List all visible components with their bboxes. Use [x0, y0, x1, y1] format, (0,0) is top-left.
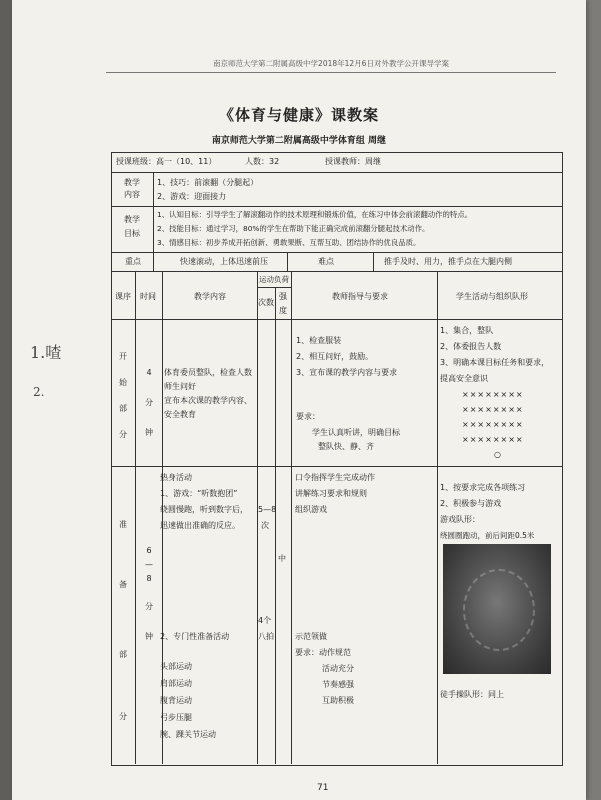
section-order-char: 始: [119, 378, 127, 387]
opening-guidance: 学生认真听讲，明确目标: [312, 428, 400, 437]
section-order-char: 部: [119, 650, 127, 659]
warmup-student: 绕圆圈跑动，前后间距0.5米: [440, 531, 535, 540]
formation-photo: [443, 544, 551, 674]
warmup-student: 游戏队形：: [440, 515, 480, 524]
opening-student: 1、集合，整队: [440, 326, 494, 335]
opening-guidance: 1、检查服装: [296, 336, 342, 345]
opening-content: 宣布本次课的教学内容、: [164, 396, 252, 405]
formation-row: ××××××××: [462, 390, 524, 399]
warmup-content: 1、游戏：“听数抱团”: [160, 489, 238, 498]
content-label: 教学: [124, 178, 140, 187]
opening-guidance: 2、相互问好，鼓励。: [296, 352, 374, 361]
section-time-char: 6: [146, 546, 152, 555]
handwritten-note: 2.: [33, 385, 45, 399]
content-label-2: 内容: [124, 190, 140, 199]
opening-guidance: 3、宣布课的教学内容与要求: [296, 368, 398, 377]
document-page: [12, 0, 586, 800]
warmup-student: 1、按要求完成各项练习: [440, 483, 526, 492]
content-item: 2、游戏：迎面接力: [157, 192, 227, 201]
section-time-char: 分: [145, 398, 153, 407]
formation-row: ××××××××: [462, 435, 524, 444]
goal-item: 1、认知目标：引导学生了解滚翻动作的技术原理和锻炼价值，在练习中体会前滚翻动作的特点。: [157, 210, 473, 219]
header-student: 学生活动与组织队形: [456, 292, 528, 301]
warmup-content: 热身活动: [160, 473, 192, 482]
warmup-student: 2、积极参与游戏: [440, 499, 502, 508]
page-number: 71: [317, 783, 329, 793]
difficulty-label: 难点: [318, 257, 334, 266]
opening-student: 提高安全意识: [440, 374, 488, 383]
warmup-exercise: 头部运动: [160, 662, 192, 671]
key-label: 重点: [125, 257, 141, 266]
formation-row: ××××××××: [462, 405, 524, 414]
section-time-char: 钟: [145, 632, 153, 641]
header-time: 时间: [140, 292, 156, 301]
header-intensity-2: 度: [279, 306, 287, 315]
warmup-exercise: 腹背运动: [160, 696, 192, 705]
formation-row: ××××××××: [462, 420, 524, 429]
header-load: 运动负荷: [259, 275, 289, 284]
warmup-times: 5—8: [258, 505, 277, 514]
section-time-char: 分: [145, 602, 153, 611]
warmup-content: 2、专门性准备活动: [160, 632, 230, 641]
opening-guidance: 要求：: [296, 412, 320, 421]
key-text: 快速滚动，上体迅速前压: [180, 257, 268, 266]
warmup-guidance: 讲解练习要求和规则: [295, 489, 367, 498]
warmup-guidance: 示范领做: [295, 632, 327, 641]
warmup-content: 迅速做出准确的反应。: [160, 521, 240, 530]
section-order-char: 分: [119, 712, 127, 721]
section-time-char: —: [145, 560, 153, 569]
opening-content: 师生问好: [164, 382, 196, 391]
goal-item: 3、情感目标：初步养成开拓创新、勇敢果断、互帮互助、团结协作的优良品质。: [157, 238, 421, 247]
opening-content: 安全教育: [164, 410, 196, 419]
section-order-char: 分: [119, 430, 127, 439]
goals-label: 教学: [124, 215, 140, 224]
header-content: 教学内容: [194, 292, 226, 301]
opening-student: 3、明确本课目标任务和要求，: [440, 358, 550, 367]
section-time-char: 8: [146, 574, 152, 583]
section-order-char: 备: [119, 580, 127, 589]
content-item: 1、技巧：前滚翻（分腿起）: [157, 178, 259, 187]
header-times: 次数: [258, 298, 274, 307]
goals-label-2: 目标: [124, 229, 140, 238]
difficulty-text: 推手及时、用力，推手点在大腿内侧: [384, 257, 512, 266]
section-time-char: 4: [146, 368, 152, 377]
teacher-label: 授课教师：周继: [325, 157, 381, 166]
warmup-exercise: 腕、踝关节运动: [160, 730, 216, 739]
header-intensity: 强: [279, 292, 287, 301]
warmup-content: 绕圆慢跑，听到数字后，: [160, 505, 248, 514]
opening-student: 2、体委报告人数: [440, 342, 502, 351]
warmup-guidance: 组织游戏: [295, 505, 327, 514]
section-order-char: 部: [119, 404, 127, 413]
teacher-position-mark: ○: [494, 450, 501, 459]
warmup-times: 次: [261, 521, 269, 530]
warmup-times: 八拍: [258, 632, 274, 641]
warmup-guidance: 要求：动作规范: [295, 648, 351, 657]
warmup-guidance: 口令指挥学生完成动作: [295, 473, 375, 482]
header-order: 课序: [115, 292, 131, 301]
goal-item: 2、技能目标：通过学习，80%的学生在帮助下能正确完成前滚翻分腿起技术动作。: [157, 224, 430, 233]
opening-content: 体育委员整队，检查人数: [164, 368, 252, 377]
warmup-guidance: 活动充分: [322, 664, 354, 673]
warmup-student: 徒手操队形：同上: [440, 690, 504, 699]
class-label: 授课班级：高一（10、11）: [116, 157, 217, 166]
warmup-exercise: 弓步压腿: [160, 713, 192, 722]
warmup-intensity: 中: [278, 554, 286, 563]
warmup-exercise: 肩部运动: [160, 679, 192, 688]
section-time-char: 钟: [145, 428, 153, 437]
count-label: 人数：32: [245, 157, 280, 166]
header-guidance: 教师指导与要求: [332, 292, 388, 301]
warmup-guidance: 节奏感强: [322, 680, 354, 689]
section-order-char: 开: [119, 352, 127, 361]
warmup-guidance: 互助积极: [322, 696, 354, 705]
document-title: 《体育与健康》课教案: [218, 106, 379, 124]
handwritten-note: 1.喳: [30, 343, 62, 362]
warmup-times: 4个: [258, 616, 272, 625]
section-order-char: 准: [119, 520, 127, 529]
opening-guidance: 整队快、静、齐: [318, 442, 374, 451]
document-subtitle: 南京师范大学第二附属高级中学体育组 周继: [211, 136, 387, 146]
running-header: 南京师范大学第二附属高级中学2018年12月6日对外教学公开课导学案: [106, 58, 556, 73]
